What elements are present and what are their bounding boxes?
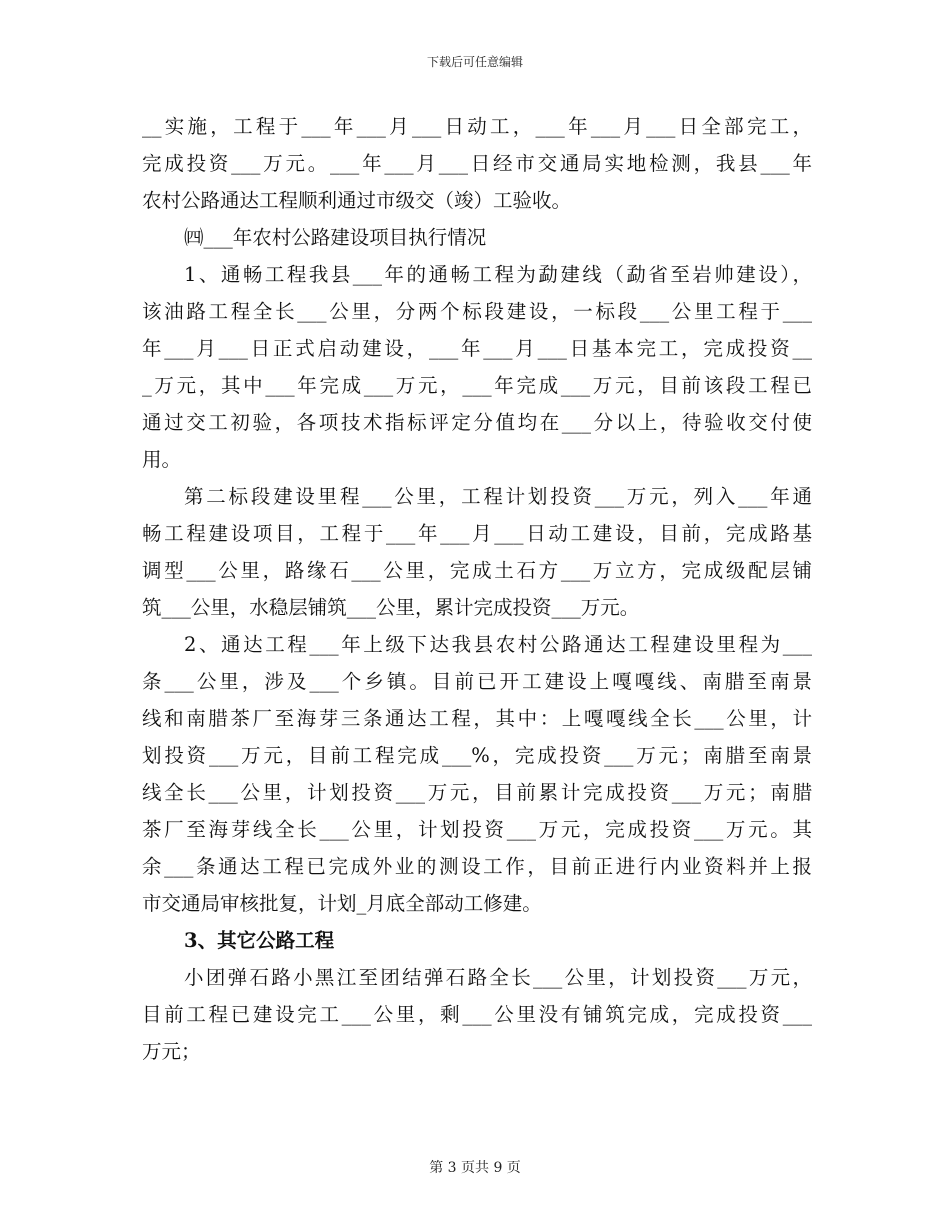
- paragraph-line: 条___公里，涉及___个乡镇。目前已开工建设上嘎嘎线、南腊至南景: [142, 670, 812, 693]
- paragraph-line: 第二标段建设里程___公里，工程计划投资___万元，列入___年通: [184, 485, 812, 508]
- paragraph-line: 划投资___万元，目前工程完成___%，完成投资___万元；南腊至南景: [142, 744, 812, 767]
- paragraph-line: 线和南腊茶厂至海芽三条通达工程，其中：上嘎嘎线全长___公里，计: [142, 707, 812, 730]
- paragraph-line: 线全长___公里，计划投资___万元，目前累计完成投资___万元；南腊: [142, 781, 812, 804]
- paragraph-line: 完成投资___万元。___年___月___日经市交通局实地检测，我县___年: [142, 152, 812, 175]
- paragraph-line: 余___条通达工程已完成外业的测设工作，目前正进行内业资料并上报: [142, 855, 812, 878]
- paragraph-line: 筑___公里，水稳层铺筑___公里，累计完成投资___万元。: [142, 596, 640, 619]
- paragraph-line: 市交通局审核批复，计划_月底全部动工修建。: [142, 892, 542, 915]
- paragraph-line: 调型___公里，路缘石___公里，完成土石方___万立方，完成级配层铺: [142, 559, 812, 582]
- paragraph-line: _万元，其中___年完成___万元，___年完成___万元，目前该段工程已: [142, 374, 812, 397]
- paragraph-line: 通过交工初验，各项技术指标评定分值均在___分以上，待验收交付使: [142, 411, 812, 434]
- section-heading: ㈣___年农村公路建设项目执行情况: [184, 226, 487, 249]
- paragraph-line: 目前工程已建设完工___公里，剩___公里没有铺筑完成，完成投资___: [142, 1003, 812, 1026]
- paragraph-line: 茶厂至海芽线全长___公里，计划投资___万元，完成投资___万元。其: [142, 818, 812, 841]
- page-footer: 第 3 页共 9 页: [429, 1160, 521, 1176]
- page-header: 下载后可任意编辑: [426, 55, 523, 69]
- paragraph-line: 1、通畅工程我县___年的通畅工程为勐建线（勐省至岩帅建设），: [184, 263, 812, 286]
- paragraph-line: __实施，工程于___年___月___日动工，___年___月___日全部完工，: [142, 115, 812, 138]
- document-body: [142, 108, 812, 1070]
- paragraph-line: 小团弹石路小黑江至团结弹石路全长___公里，计划投资___万元，: [184, 966, 812, 989]
- paragraph-line: 万元；: [142, 1040, 201, 1063]
- paragraph-line: 年___月___日正式启动建设，___年___月___日基本完工，完成投资__: [142, 337, 812, 360]
- paragraph-line: 该油路工程全长___公里，分两个标段建设，一标段___公里工程于___: [142, 300, 812, 323]
- paragraph-line: 农村公路通达工程顺利通过市级交（竣）工验收。: [142, 189, 572, 212]
- section-heading: 3、其它公路工程: [184, 929, 335, 952]
- paragraph-line: 用。: [142, 448, 182, 471]
- paragraph-line: 2、通达工程___年上级下达我县农村公路通达工程建设里程为___: [184, 633, 812, 656]
- paragraph-line: 畅工程建设项目，工程于___年___月___日动工建设，目前，完成路基: [142, 522, 812, 545]
